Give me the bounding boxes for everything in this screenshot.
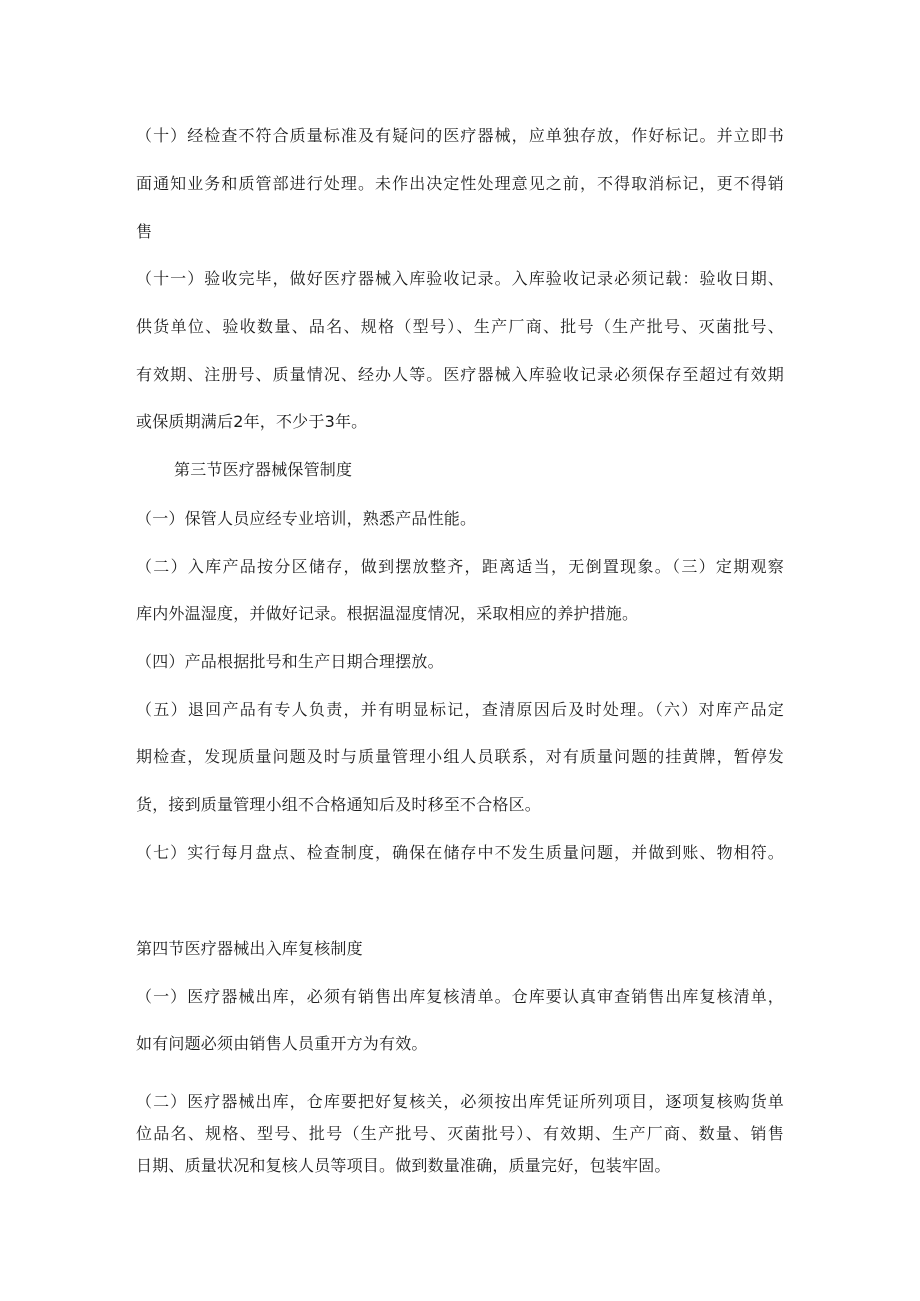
section-heading: 第四节医疗器械出入库复核制度 [136,939,363,958]
paragraph-line: 日期、质量状况和复核人员等项目。做到数量准确，质量完好，包装牢固。 [136,1156,671,1175]
paragraph-line: 有效期、注册号、质量情况、经办人等。医疗器械入库验收记录必须保存至超过有效期 [136,365,784,384]
paragraph-line: （一）医疗器械出库，必须有销售出库复核清单。仓库要认真审查销售出库复核清单， [136,987,784,1006]
paragraph-line: （二）医疗器械出库，仓库要把好复核关，必须按出库凭证所列项目，逐项复核购货单 [136,1092,784,1111]
paragraph-line: 位品名、规格、型号、批号（生产批号、灭菌批号）、有效期、生产厂商、数量、销售 [136,1124,784,1143]
paragraph-line: 库内外温湿度，并做好记录。根据温湿度情况，采取相应的养护措施。 [136,604,639,623]
paragraph-line: （一）保管人员应经专业培训，熟悉产品性能。 [136,509,477,528]
paragraph-line: 期检查，发现质量问题及时与质量管理小组人员联系，对有质量问题的挂黄牌，暂停发 [136,747,784,766]
paragraph-line: （十一）验收完毕，做好医疗器械入库验收记录。入库验收记录必须记载：验收日期、 [136,269,784,288]
paragraph-line: （五）退回产品有专人负责，并有明显标记，查清原因后及时处理。（六）对库产品定 [136,700,784,719]
paragraph-line: 供货单位、验收数量、品名、规格（型号）、生产厂商、批号（生产批号、灭菌批号、 [136,317,784,336]
paragraph-line: （二）入库产品按分区储存，做到摆放整齐，距离适当，无倒置现象。（三）定期观察 [136,557,784,576]
paragraph-line: 如有问题必须由销售人员重开方为有效。 [136,1034,428,1053]
paragraph-line: 售 [136,222,153,241]
paragraph-line: 货，接到质量管理小组不合格通知后及时移至不合格区。 [136,795,542,814]
paragraph-line: （十）经检查不符合质量标准及有疑问的医疗器械，应单独存放，作好标记。并立即书 [136,126,784,145]
section-heading: 第三节医疗器械保管制度 [174,460,353,479]
paragraph-line: 面通知业务和质管部进行处理。未作出决定性处理意见之前，不得取消标记，更不得销 [136,174,784,193]
paragraph-line: 或保质期满后2年，不少于3年。 [136,412,368,431]
paragraph-line: （四）产品根据批号和生产日期合理摆放。 [136,652,444,671]
paragraph-line: （七）实行每月盘点、检查制度，确保在储存中不发生质量问题，并做到账、物相符。 [136,843,784,862]
